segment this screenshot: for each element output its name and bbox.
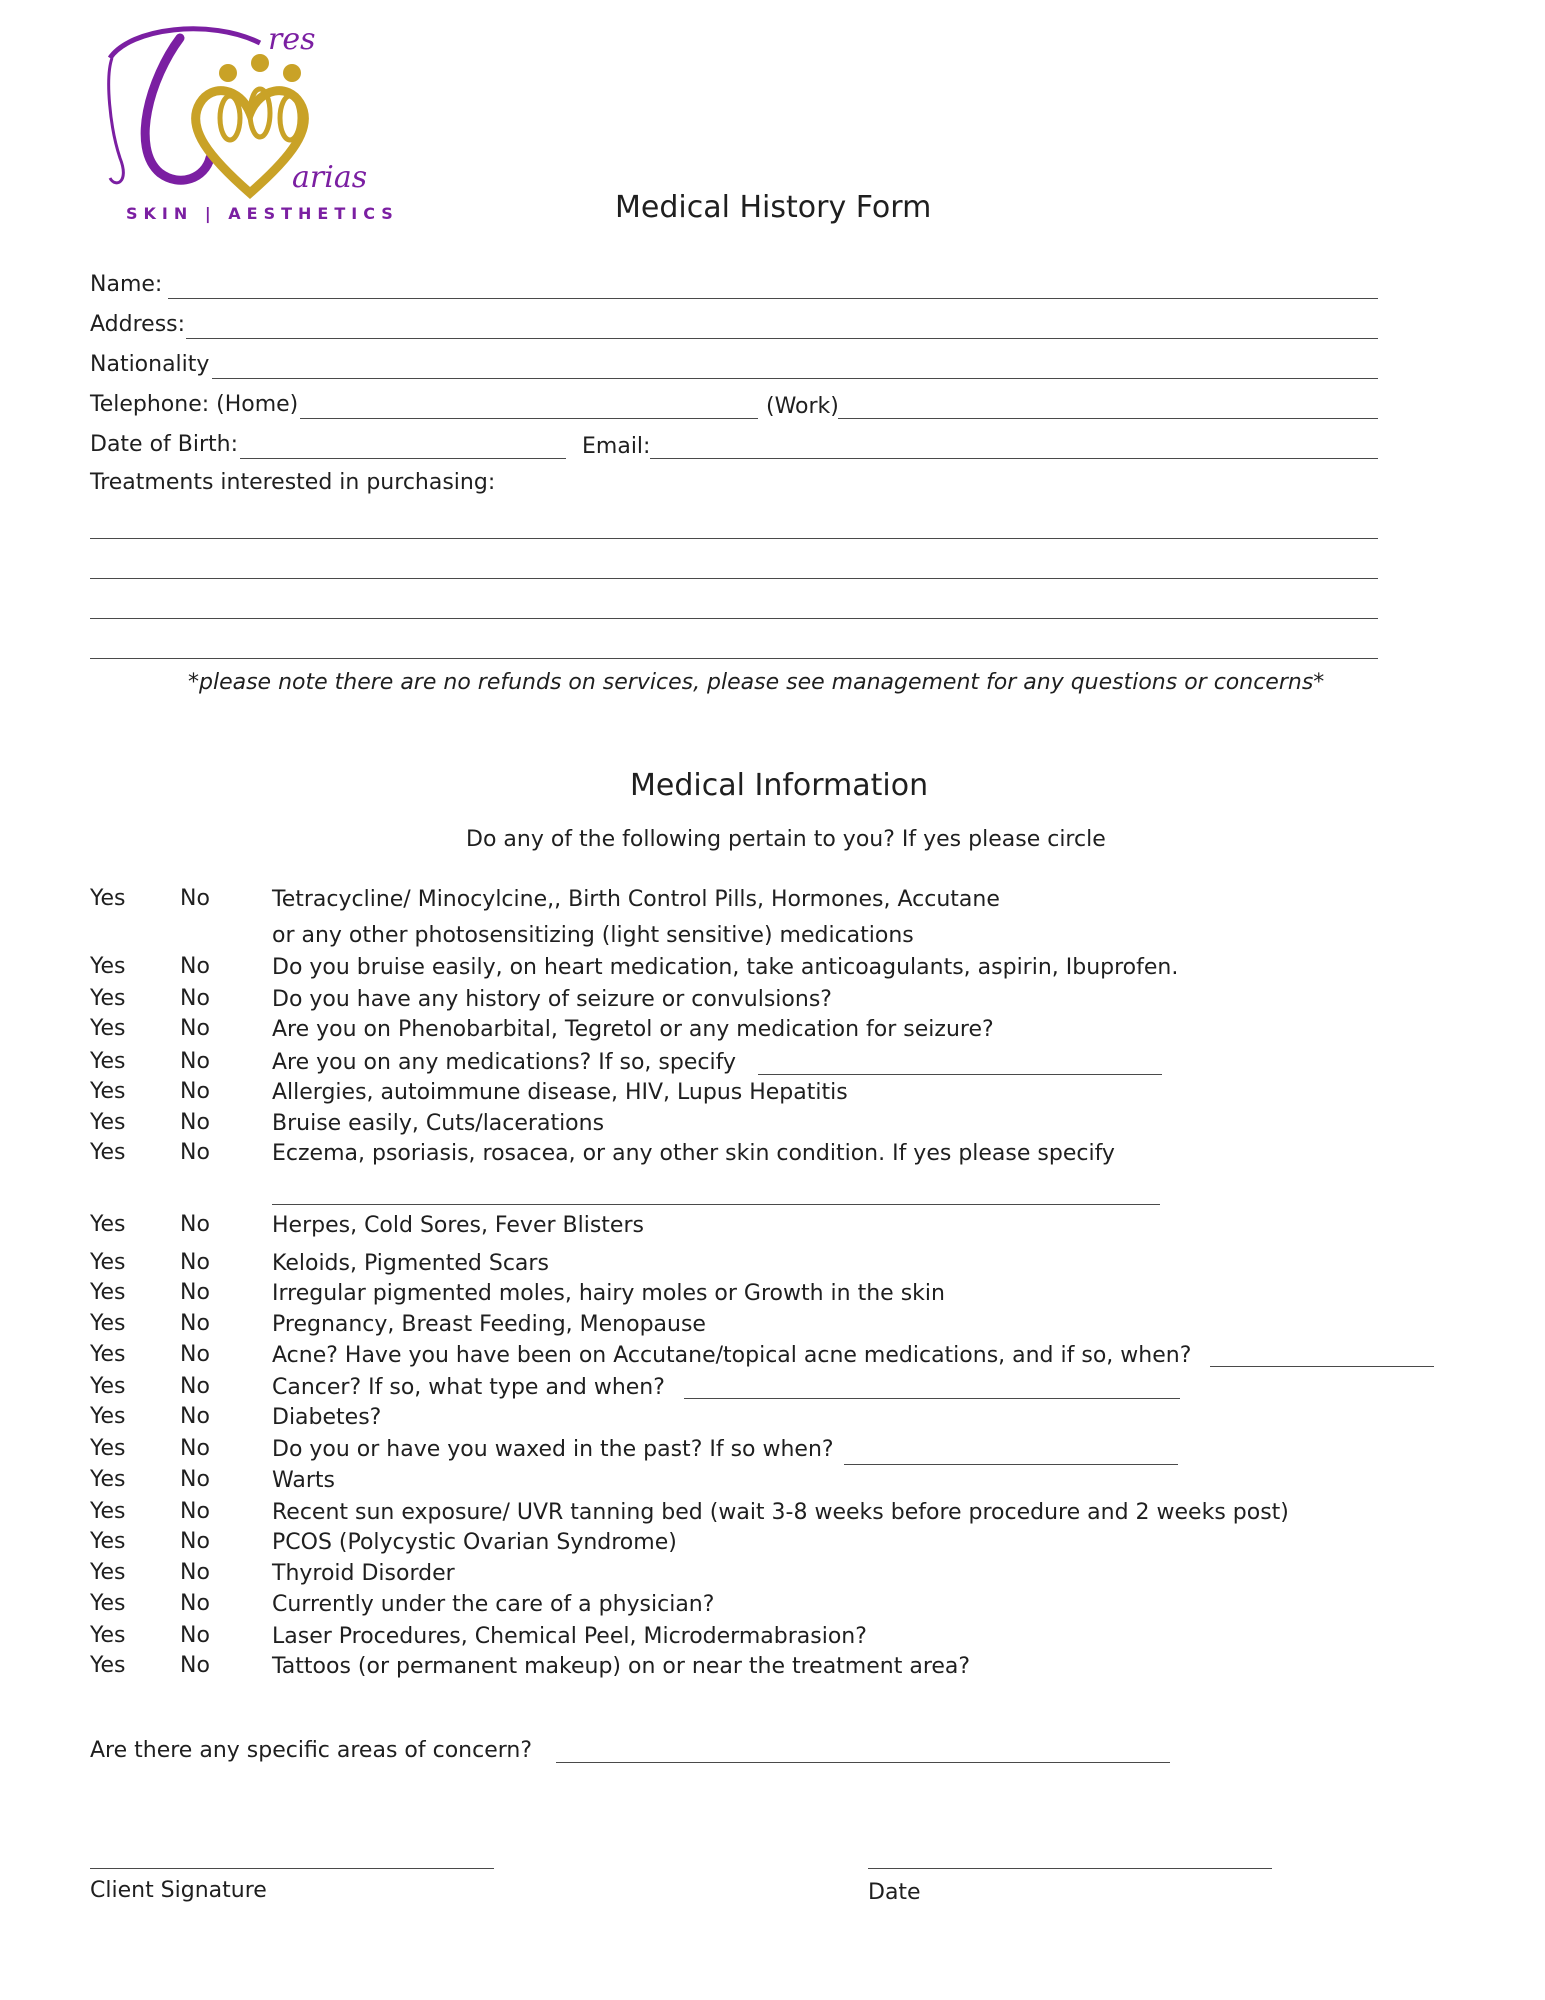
answer-no[interactable]: No: [180, 1591, 210, 1616]
question-text: Eczema, psoriasis, rosacea, or any other skin condition. If yes please specify: [272, 1141, 1115, 1166]
answer-no[interactable]: No: [180, 954, 210, 979]
answer-no[interactable]: No: [180, 1016, 210, 1041]
question-text: Diabetes?: [272, 1405, 382, 1430]
answer-yes[interactable]: Yes: [90, 1436, 126, 1461]
question-text: Allergies, autoimmune disease, HIV, Lupus Hepatitis: [272, 1080, 848, 1105]
answer-no[interactable]: No: [180, 1653, 210, 1678]
concern-field[interactable]: [556, 1762, 1170, 1763]
date-label: Date: [868, 1880, 921, 1905]
question-text: Thyroid Disorder: [272, 1561, 455, 1586]
answer-yes[interactable]: Yes: [90, 1110, 126, 1135]
email-label: Email:: [582, 434, 651, 459]
answer-no[interactable]: No: [180, 1374, 210, 1399]
question-text: Are you on Phenobarbital, Tegretol or any medication for seizure?: [272, 1017, 994, 1042]
date-field[interactable]: [868, 1868, 1272, 1869]
telephone-work-label: (Work): [766, 394, 839, 419]
logo: [100, 18, 400, 228]
concern-question: Are there any specific areas of concern?: [90, 1738, 533, 1763]
answer-yes[interactable]: Yes: [90, 1049, 126, 1074]
question-text: Acne? Have you have been on Accutane/topical acne medications, and if so, when?: [272, 1343, 1192, 1368]
answer-no[interactable]: No: [180, 1250, 210, 1275]
telephone-home-label: Telephone: (Home): [90, 392, 299, 417]
question-text: Warts: [272, 1468, 335, 1493]
skin-condition-specify-field[interactable]: [272, 1204, 1160, 1205]
question-text: Do you have any history of seizure or convulsions?: [272, 987, 832, 1012]
question-text: Tattoos (or permanent makeup) on or near the treatment area?: [272, 1654, 971, 1679]
question-text: Laser Procedures, Chemical Peel, Microdermabrasion?: [272, 1624, 867, 1649]
signature-field[interactable]: [90, 1868, 494, 1869]
answer-no[interactable]: No: [180, 1499, 210, 1524]
question-text: Herpes, Cold Sores, Fever Blisters: [272, 1213, 644, 1238]
address-label: Address:: [90, 312, 186, 337]
treatments-line-3[interactable]: [90, 618, 1378, 619]
treatments-line-4[interactable]: [90, 658, 1378, 659]
answer-no[interactable]: No: [180, 886, 210, 911]
answer-yes[interactable]: Yes: [90, 1311, 126, 1336]
answer-yes[interactable]: Yes: [90, 1374, 126, 1399]
answer-no[interactable]: No: [180, 1079, 210, 1104]
answer-yes[interactable]: Yes: [90, 1529, 126, 1554]
answer-yes[interactable]: Yes: [90, 1342, 126, 1367]
answer-yes[interactable]: Yes: [90, 1016, 126, 1041]
answer-yes[interactable]: Yes: [90, 886, 126, 911]
name-field[interactable]: [168, 298, 1378, 299]
answer-yes[interactable]: Yes: [90, 1079, 126, 1104]
logo-word-top: res: [268, 22, 316, 57]
answer-yes[interactable]: Yes: [90, 954, 126, 979]
answer-no[interactable]: No: [180, 1404, 210, 1429]
answer-no[interactable]: No: [180, 1280, 210, 1305]
question-text: Irregular pigmented moles, hairy moles or Growth in the skin: [272, 1281, 945, 1306]
question-text: Recent sun exposure/ UVR tanning bed (wait 3-8 weeks before procedure and 2 weeks post): [272, 1500, 1289, 1525]
nationality-field[interactable]: [212, 378, 1378, 379]
dob-label: Date of Birth:: [90, 432, 239, 457]
telephone-work-field[interactable]: [838, 418, 1378, 419]
answer-yes[interactable]: Yes: [90, 1499, 126, 1524]
answer-yes[interactable]: Yes: [90, 1467, 126, 1492]
answer-no[interactable]: No: [180, 1311, 210, 1336]
question-text: Do you or have you waxed in the past? If so when?: [272, 1437, 834, 1462]
answer-no[interactable]: No: [180, 1529, 210, 1554]
answer-yes[interactable]: Yes: [90, 1560, 126, 1585]
answer-no[interactable]: No: [180, 1342, 210, 1367]
dob-field[interactable]: [240, 458, 566, 459]
question-text-continued: or any other photosensitizing (light sensitive) medications: [272, 923, 914, 948]
question-text: Keloids, Pigmented Scars: [272, 1251, 549, 1276]
answer-no[interactable]: No: [180, 1049, 210, 1074]
answer-no[interactable]: No: [180, 1467, 210, 1492]
nationality-label: Nationality: [90, 352, 210, 377]
question-text: Pregnancy, Breast Feeding, Menopause: [272, 1312, 706, 1337]
waxing-when-field[interactable]: [844, 1464, 1178, 1465]
answer-yes[interactable]: Yes: [90, 1212, 126, 1237]
answer-yes[interactable]: Yes: [90, 1140, 126, 1165]
answer-yes[interactable]: Yes: [90, 1280, 126, 1305]
treatments-line-2[interactable]: [90, 578, 1378, 579]
answer-yes[interactable]: Yes: [90, 1591, 126, 1616]
question-text: Are you on any medications? If so, specify: [272, 1050, 736, 1075]
answer-no[interactable]: No: [180, 1623, 210, 1648]
question-text: PCOS (Polycystic Ovarian Syndrome): [272, 1530, 677, 1555]
treatments-label: Treatments interested in purchasing:: [90, 470, 496, 495]
medical-title: Medical Information: [630, 768, 929, 803]
page-title: Medical History Form: [615, 190, 932, 225]
answer-no[interactable]: No: [180, 1140, 210, 1165]
question-text: Cancer? If so, what type and when?: [272, 1375, 665, 1400]
name-label: Name:: [90, 272, 163, 297]
answer-yes[interactable]: Yes: [90, 1623, 126, 1648]
answer-yes[interactable]: Yes: [90, 986, 126, 1011]
email-field[interactable]: [650, 458, 1378, 459]
answer-no[interactable]: No: [180, 986, 210, 1011]
question-text: Do you bruise easily, on heart medication, take anticoagulants, aspirin, Ibuprofen.: [272, 955, 1179, 980]
address-field[interactable]: [186, 338, 1378, 339]
answer-yes[interactable]: Yes: [90, 1250, 126, 1275]
signature-label: Client Signature: [90, 1878, 267, 1903]
logo-tagline: SKIN | AESTHETICS: [126, 204, 399, 223]
medical-instructions: Do any of the following pertain to you? If yes please circle: [466, 827, 1106, 852]
medications-specify-field[interactable]: [758, 1074, 1162, 1075]
answer-no[interactable]: No: [180, 1436, 210, 1461]
telephone-home-field[interactable]: [300, 418, 758, 419]
acne-when-field[interactable]: [1210, 1366, 1434, 1367]
answer-no[interactable]: No: [180, 1110, 210, 1135]
logo-word-bottom: arias: [292, 160, 368, 195]
answer-yes[interactable]: Yes: [90, 1404, 126, 1429]
question-text: Currently under the care of a physician?: [272, 1592, 715, 1617]
question-text: Bruise easily, Cuts/lacerations: [272, 1111, 605, 1136]
treatments-line-1[interactable]: [90, 538, 1378, 539]
answer-no[interactable]: No: [180, 1212, 210, 1237]
answer-yes[interactable]: Yes: [90, 1653, 126, 1678]
refund-note: *please note there are no refunds on services, please see management for any questions or concerns*: [188, 670, 1325, 695]
cancer-details-field[interactable]: [684, 1398, 1180, 1399]
logo-emblem-icon: [100, 18, 400, 228]
answer-no[interactable]: No: [180, 1560, 210, 1585]
question-text: Tetracycline/ Minocylcine,, Birth Control Pills, Hormones, Accutane: [272, 887, 1000, 912]
